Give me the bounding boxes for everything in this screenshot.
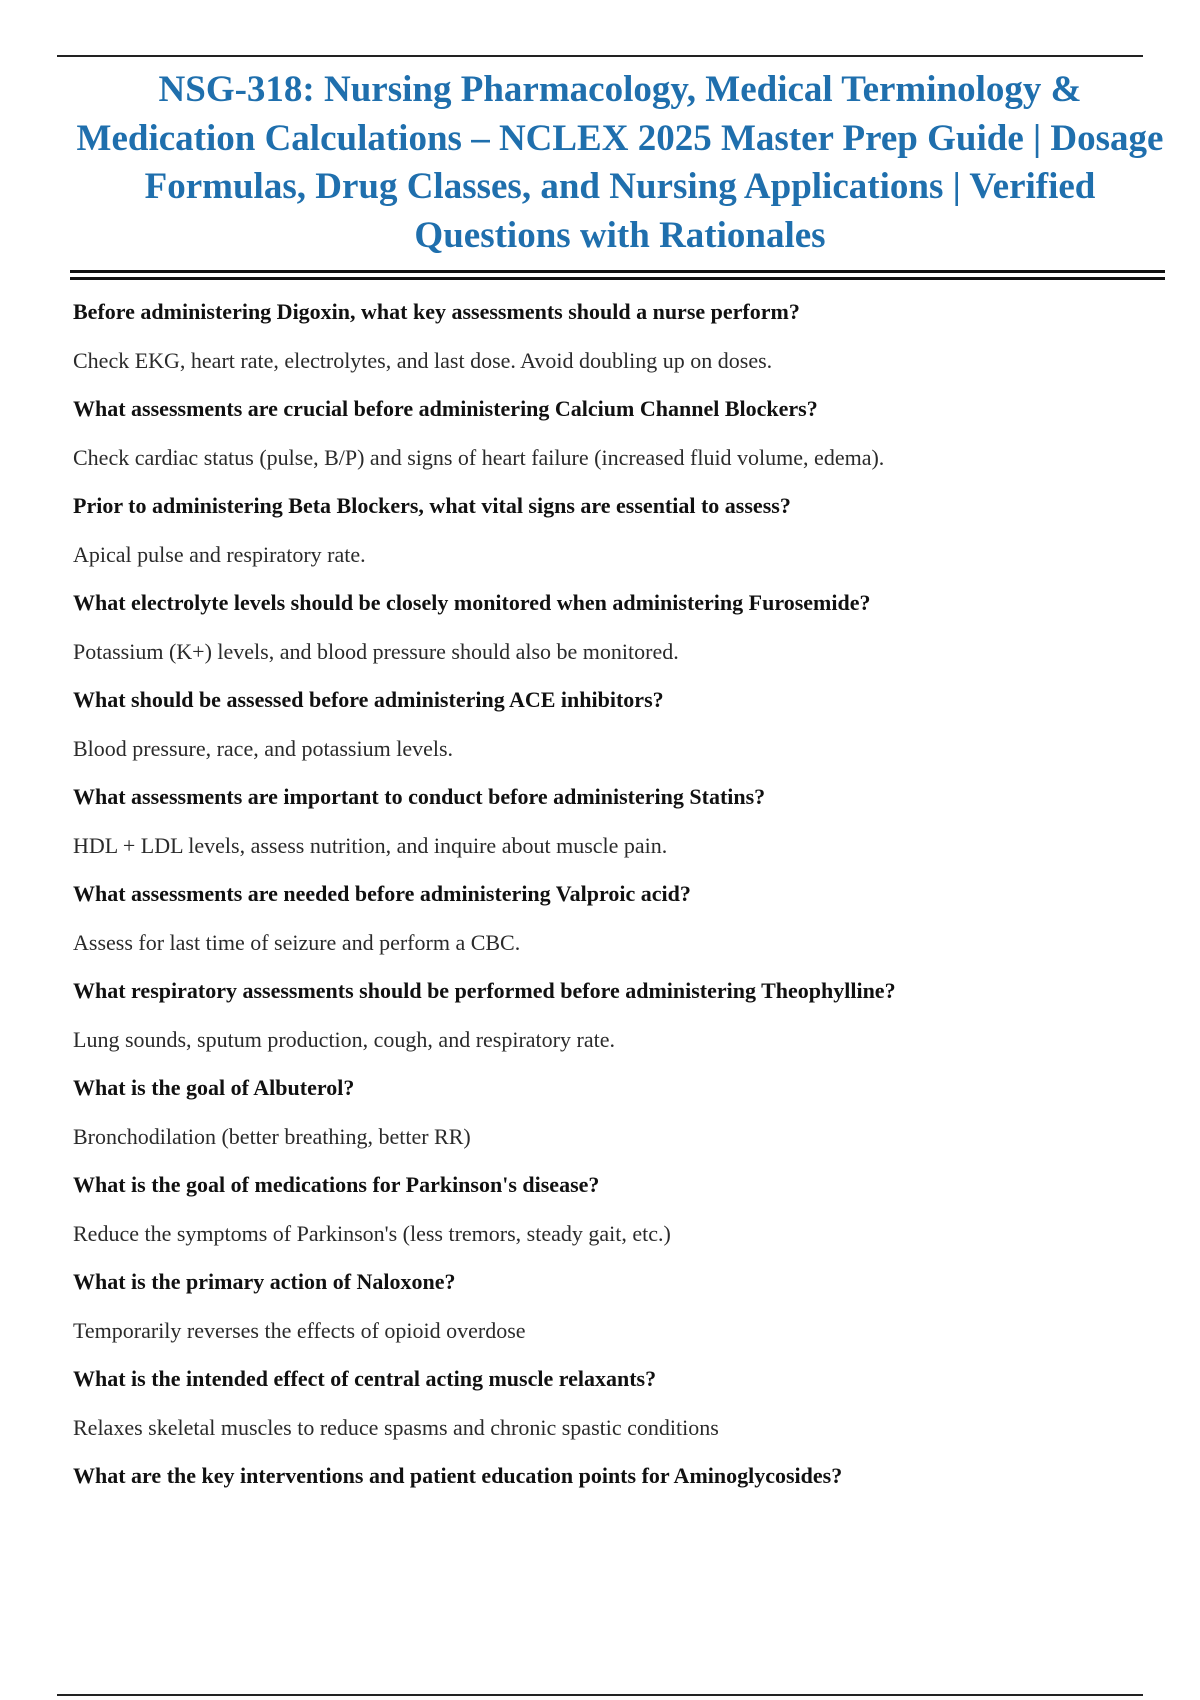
question-text: What is the goal of Albuterol?: [73, 1075, 355, 1100]
answer-text: HDL + LDL levels, assess nutrition, and inquire about muscle pain.: [73, 832, 668, 858]
question-text: What should be assessed before administering ACE inhibitors?: [73, 687, 664, 712]
qa-item-calcium-channel-blockers: [73, 392, 1153, 489]
qa-item-ace-inhibitors: [73, 683, 1153, 780]
qa-item-digoxin: [73, 295, 1153, 392]
question-text: What assessments are important to conduct before administering Statins?: [73, 784, 766, 809]
qa-list: [73, 295, 1153, 1508]
question-text: What respiratory assessments should be performed before administering Theophylline?: [73, 978, 896, 1003]
answer-text: Check EKG, heart rate, electrolytes, and last dose. Avoid doubling up on doses.: [73, 347, 773, 373]
bottom-border-line: [57, 1694, 1143, 1696]
question-text: What electrolyte levels should be closely monitored when administering Furosemide?: [73, 590, 871, 615]
qa-item-albuterol: [73, 1071, 1153, 1168]
question-text: What is the intended effect of central acting muscle relaxants?: [73, 1366, 657, 1391]
question-text: What is the primary action of Naloxone?: [73, 1269, 456, 1294]
answer-text: Apical pulse and respiratory rate.: [73, 541, 366, 567]
qa-item-furosemide: [73, 586, 1153, 683]
qa-item-theophylline: [73, 974, 1153, 1071]
question-text: What assessments are needed before administering Valproic acid?: [73, 881, 691, 906]
answer-text: Check cardiac status (pulse, B/P) and signs of heart failure (increased fluid volume, edema).: [73, 444, 885, 470]
answer-text: Bronchodilation (better breathing, better RR): [73, 1123, 471, 1149]
qa-item-naloxone: [73, 1265, 1153, 1362]
qa-item-valproic-acid: [73, 877, 1153, 974]
answer-text: Potassium (K+) levels, and blood pressure should also be monitored.: [73, 638, 679, 664]
question-text: Prior to administering Beta Blockers, what vital signs are essential to assess?: [73, 493, 791, 518]
qa-item-muscle-relaxants: [73, 1362, 1153, 1459]
answer-text: Reduce the symptoms of Parkinson's (less tremors, steady gait, etc.): [73, 1220, 671, 1246]
question-text: What is the goal of medications for Parkinson's disease?: [73, 1172, 600, 1197]
document-title: NSG-318: Nursing Pharmacology, Medical Terminology & Medication Calculations – NCLEX 2025 Master Prep Guide | Dosage Formulas, Drug Classes, and Nursing Applications | Verified Questions with Rationales: [76, 69, 1164, 256]
question-text: Before administering Digoxin, what key assessments should a nurse perform?: [73, 299, 800, 324]
answer-text: Relaxes skeletal muscles to reduce spasms and chronic spastic conditions: [73, 1414, 719, 1440]
top-border-line: [57, 55, 1143, 57]
answer-text: Lung sounds, sputum production, cough, and respiratory rate.: [73, 1026, 615, 1052]
answer-text: Temporarily reverses the effects of opioid overdose: [73, 1317, 526, 1343]
title-divider: [70, 270, 1165, 280]
qa-item-statins: [73, 780, 1153, 877]
qa-item-aminoglycosides: [73, 1459, 1153, 1508]
question-text: What assessments are crucial before administering Calcium Channel Blockers?: [73, 396, 818, 421]
answer-text: Assess for last time of seizure and perform a CBC.: [73, 929, 521, 955]
question-text: What are the key interventions and patient education points for Aminoglycosides?: [73, 1463, 843, 1488]
answer-text: Blood pressure, race, and potassium levels.: [73, 735, 454, 761]
qa-item-parkinsons: [73, 1168, 1153, 1265]
qa-item-beta-blockers: [73, 489, 1153, 586]
